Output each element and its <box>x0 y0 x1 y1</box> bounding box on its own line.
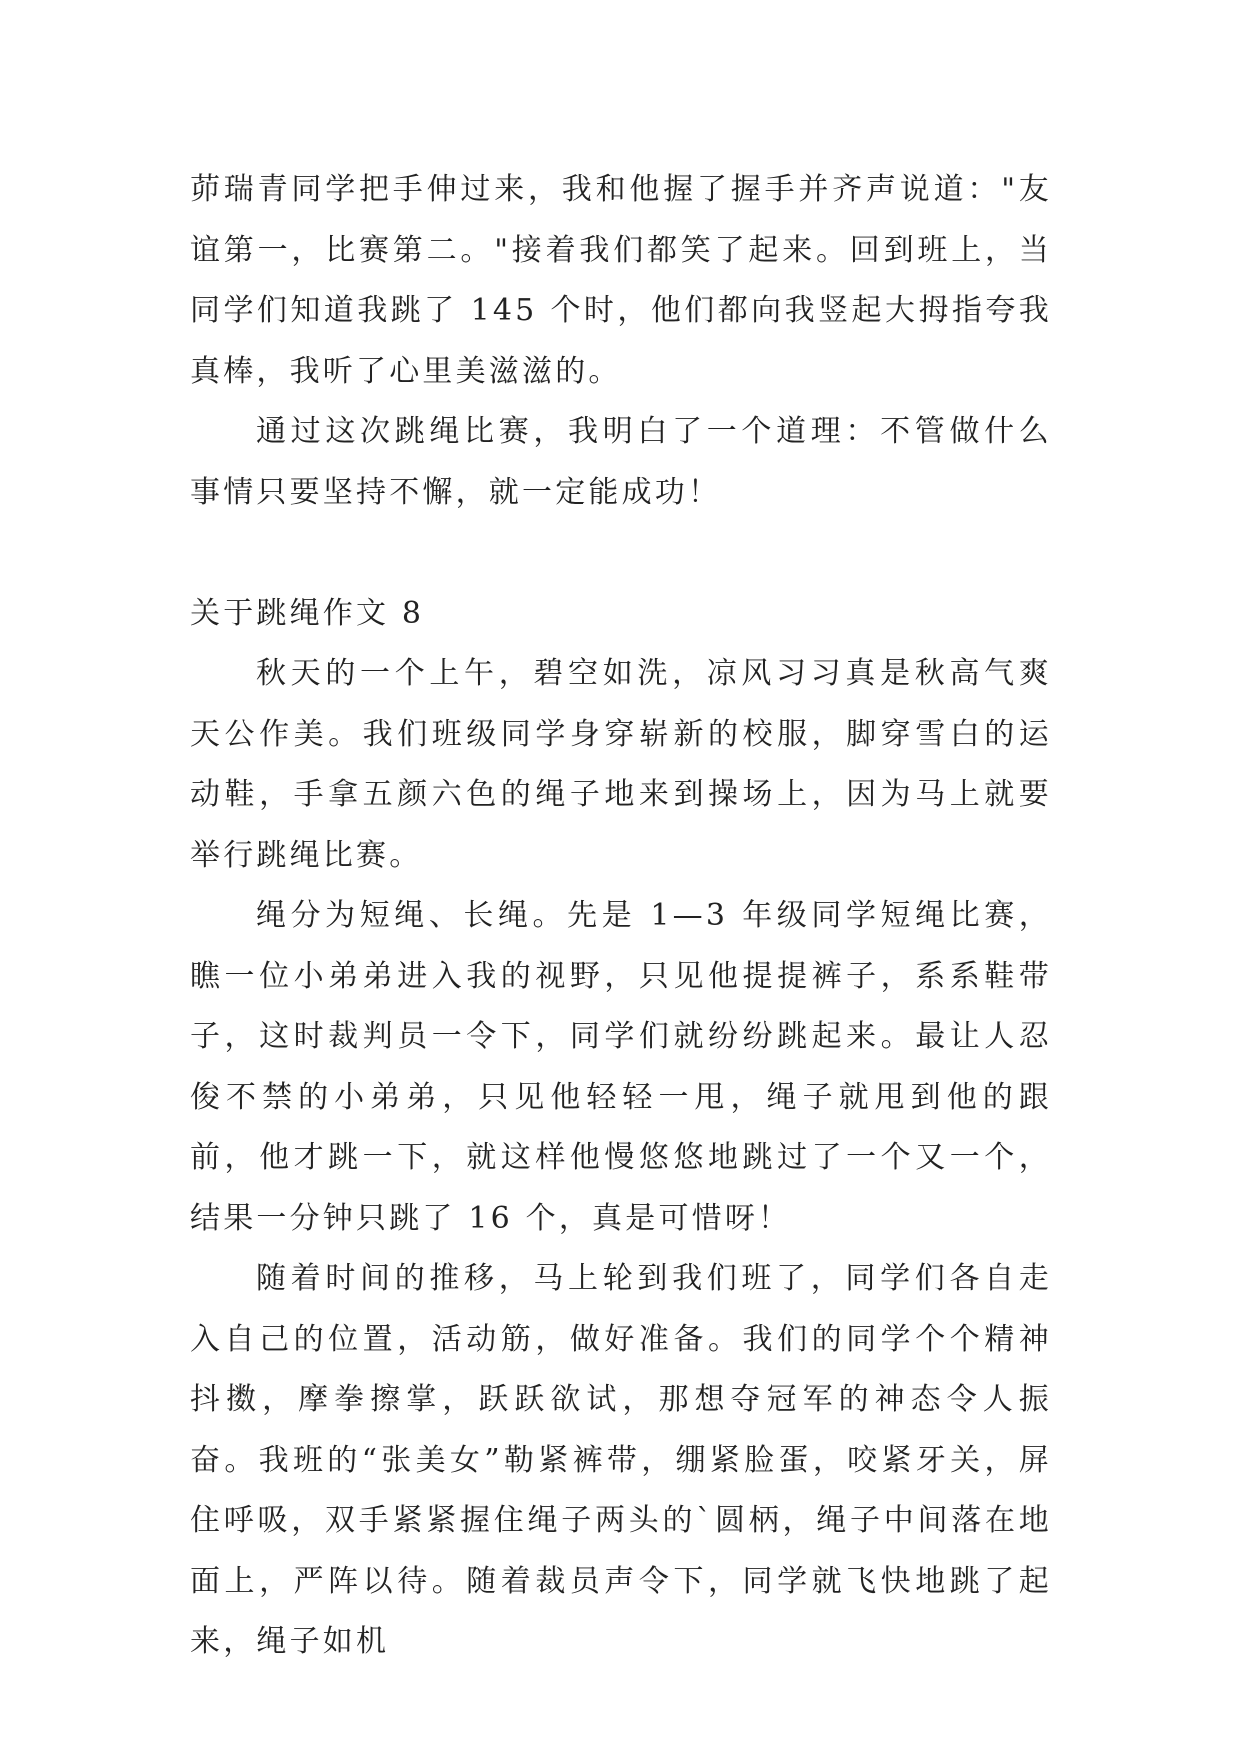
paragraph-friendship: 茆瑞青同学把手伸过来，我和他握了握手并齐声说道："友谊第一，比赛第二。"接着我们都笑了起来。回到班上，当同学们知道我跳了 145 个时，他们都向我竖起大拇指夸我真棒，我听了心里美滋滋的。 <box>190 172 1052 389</box>
paragraph-conclusion: 通过这次跳绳比赛，我明白了一个道理：不管做什么事情只要坚持不懈，就一定能成功！ <box>190 414 1052 510</box>
document-page <box>190 160 1052 1673</box>
section-title: 关于跳绳作文 8 <box>190 595 425 631</box>
paragraph-autumn-morning: 秋天的一个上午，碧空如洗，凉风习习真是秋高气爽天公作美。我们班级同学身穿崭新的校服，脚穿雪白的运动鞋，手拿五颜六色的绳子地来到操场上，因为马上就要举行跳绳比赛。 <box>190 656 1052 873</box>
section-spacer <box>190 523 1052 584</box>
paragraph-short-rope: 绳分为短绳、长绳。先是 1—3 年级同学短绳比赛，瞧一位小弟弟进入我的视野，只见他提提裤子，系系鞋带子，这时裁判员一令下，同学们就纷纷跳起来。最让人忍俊不禁的小弟弟，只见他轻轻一甩，绳子就甩到他的跟前，他才跳一下，就这样他慢悠悠地跳过了一个又一个，结果一分钟只跳了 16 个，真是可惜呀！ <box>190 898 1052 1236</box>
paragraph-our-class: 随着时间的推移，马上轮到我们班了，同学们各自走入自己的位置，活动筋，做好准备。我们的同学个个精神抖擞，摩拳擦掌，跃跃欲试，那想夺冠军的神态令人振奋。我班的“张美女”勒紧裤带，绷紧脸蛋，咬紧牙关，屏住呼吸，双手紧紧握住绳子两头的`圆柄，绳子中间落在地面上，严阵以待。随着裁员声令下，同学就飞快地跳了起来，绳子如机 <box>190 1261 1052 1659</box>
